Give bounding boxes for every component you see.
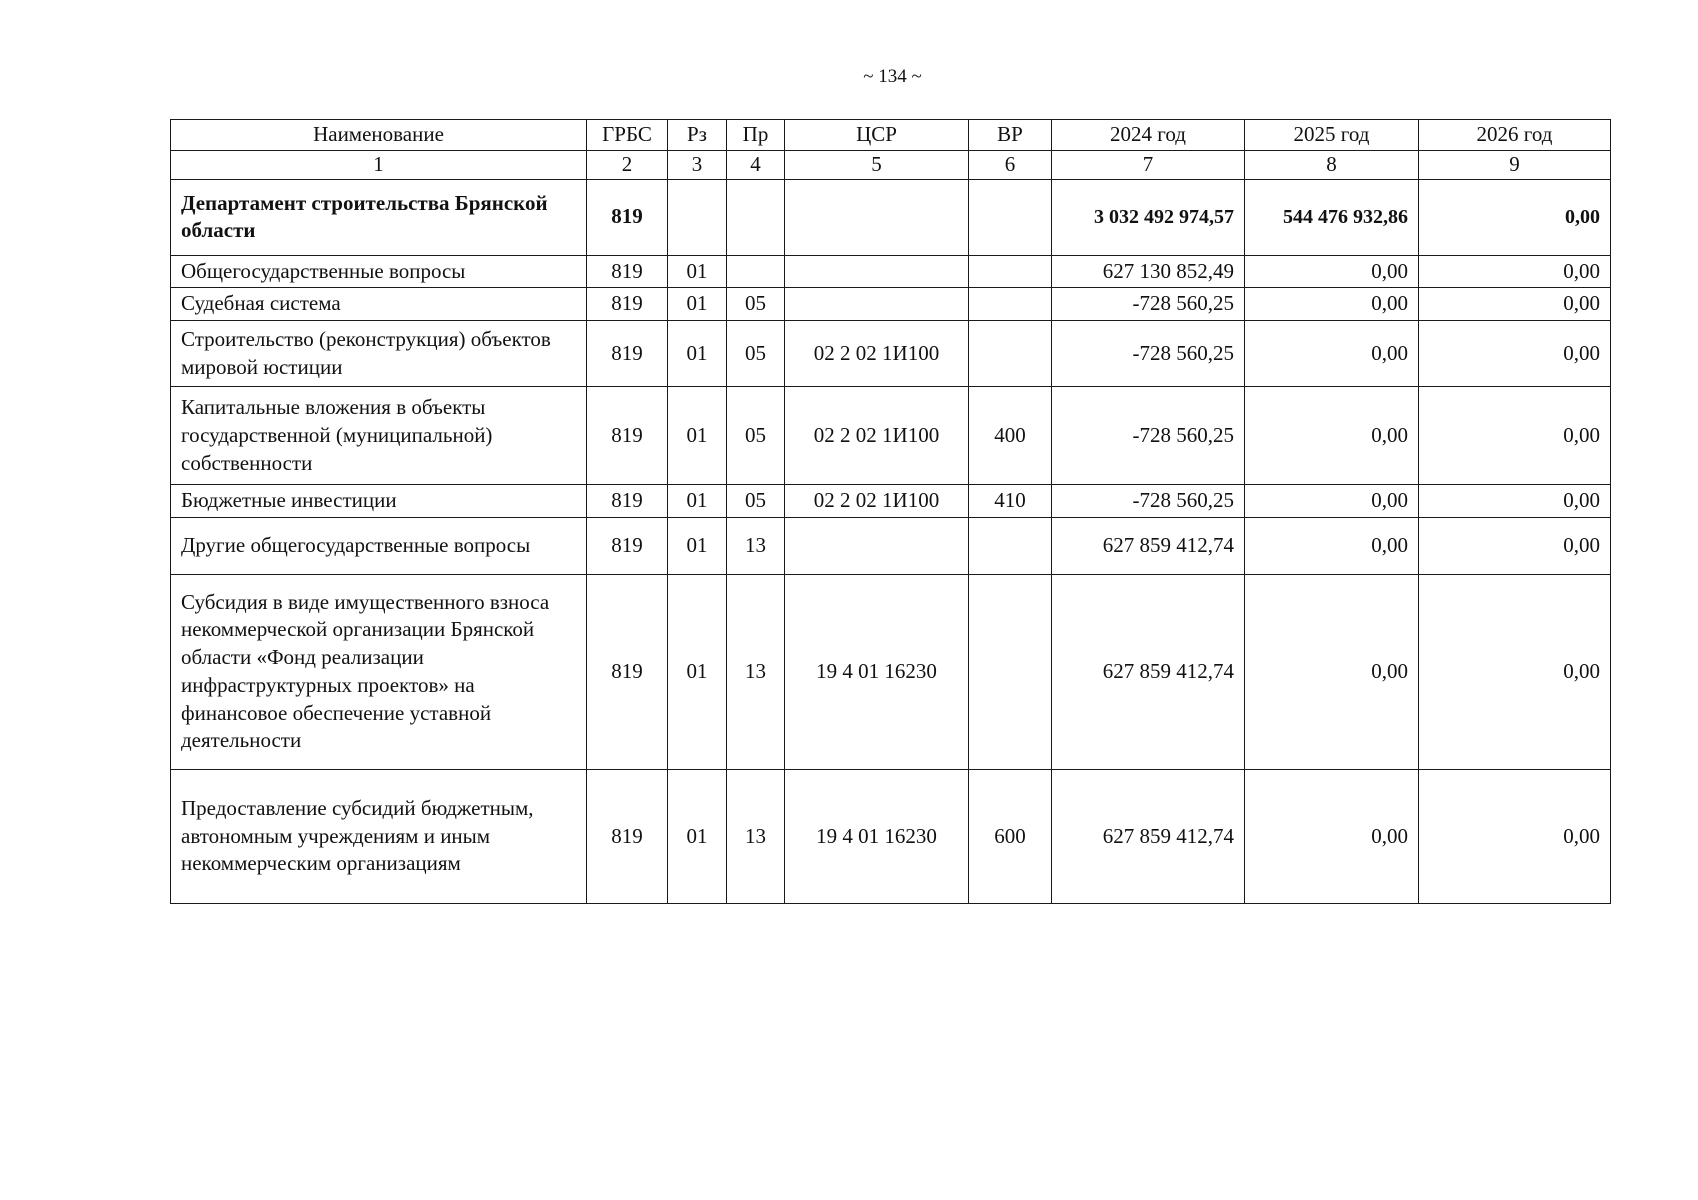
row-2024: 627 130 852,49 — [1052, 255, 1245, 288]
row-2024: 3 032 492 974,57 — [1052, 179, 1245, 255]
row-rz — [668, 179, 727, 255]
row-rz: 01 — [668, 321, 727, 387]
row-grbs: 819 — [587, 288, 668, 321]
row-csr: 02 2 02 1И100 — [785, 321, 969, 387]
row-2025: 0,00 — [1245, 255, 1419, 288]
row-2024: 627 859 412,74 — [1052, 574, 1245, 769]
row-pr: 05 — [727, 288, 785, 321]
row-2025: 0,00 — [1245, 387, 1419, 485]
row-2026: 0,00 — [1419, 288, 1611, 321]
row-csr: 19 4 01 16230 — [785, 769, 969, 903]
table-row — [171, 255, 1611, 288]
row-2025: 0,00 — [1245, 769, 1419, 903]
column-number: 3 — [668, 151, 727, 180]
row-2026: 0,00 — [1419, 387, 1611, 485]
row-rz: 01 — [668, 288, 727, 321]
table-row — [171, 517, 1611, 574]
header-name: Наименование — [171, 120, 587, 151]
column-number: 2 — [587, 151, 668, 180]
row-vr: 400 — [969, 387, 1052, 485]
table-row — [171, 387, 1611, 485]
column-number: 7 — [1052, 151, 1245, 180]
row-vr — [969, 288, 1052, 321]
table-row — [171, 179, 1611, 255]
row-pr: 05 — [727, 321, 785, 387]
header-2026: 2026 год — [1419, 120, 1611, 151]
row-name: Капитальные вложения в объекты государственной (муниципальной) собственности — [171, 387, 587, 485]
row-csr — [785, 517, 969, 574]
row-2026: 0,00 — [1419, 321, 1611, 387]
column-number: 6 — [969, 151, 1052, 180]
header-row — [171, 120, 1611, 151]
row-grbs: 819 — [587, 387, 668, 485]
row-csr — [785, 179, 969, 255]
row-2026: 0,00 — [1419, 517, 1611, 574]
row-csr: 19 4 01 16230 — [785, 574, 969, 769]
row-name: Другие общегосударственные вопросы — [171, 517, 587, 574]
table-row — [171, 321, 1611, 387]
header-pr: Пр — [727, 120, 785, 151]
row-grbs: 819 — [587, 485, 668, 518]
header-csr: ЦСР — [785, 120, 969, 151]
column-number: 4 — [727, 151, 785, 180]
header-2025: 2025 год — [1245, 120, 1419, 151]
header-2024: 2024 год — [1052, 120, 1245, 151]
table-row — [171, 574, 1611, 769]
row-grbs: 819 — [587, 255, 668, 288]
row-2025: 0,00 — [1245, 517, 1419, 574]
column-number: 5 — [785, 151, 969, 180]
row-name: Судебная система — [171, 288, 587, 321]
row-grbs: 819 — [587, 517, 668, 574]
row-2025: 0,00 — [1245, 485, 1419, 518]
row-name: Строительство (реконструкция) объектов мировой юстиции — [171, 321, 587, 387]
row-pr: 13 — [727, 517, 785, 574]
row-vr — [969, 574, 1052, 769]
row-grbs: 819 — [587, 321, 668, 387]
row-rz: 01 — [668, 769, 727, 903]
row-rz: 01 — [668, 387, 727, 485]
row-2025: 0,00 — [1245, 288, 1419, 321]
table-row — [171, 485, 1611, 518]
row-rz: 01 — [668, 255, 727, 288]
row-rz: 01 — [668, 485, 727, 518]
row-name: Предоставление субсидий бюджетным, автономным учреждениям и иным некоммерческим организациям — [171, 769, 587, 903]
row-2026: 0,00 — [1419, 255, 1611, 288]
row-pr — [727, 179, 785, 255]
table-row — [171, 288, 1611, 321]
header-rz: Рз — [668, 120, 727, 151]
row-vr — [969, 517, 1052, 574]
column-number: 1 — [171, 151, 587, 180]
row-vr — [969, 179, 1052, 255]
column-number-row — [171, 151, 1611, 180]
column-number: 9 — [1419, 151, 1611, 180]
column-number: 8 — [1245, 151, 1419, 180]
header-vr: ВР — [969, 120, 1052, 151]
row-2024: -728 560,25 — [1052, 288, 1245, 321]
row-csr: 02 2 02 1И100 — [785, 387, 969, 485]
row-name: Общегосударственные вопросы — [171, 255, 587, 288]
row-2024: 627 859 412,74 — [1052, 769, 1245, 903]
row-2024: 627 859 412,74 — [1052, 517, 1245, 574]
row-2024: -728 560,25 — [1052, 387, 1245, 485]
row-pr: 13 — [727, 574, 785, 769]
row-pr: 05 — [727, 387, 785, 485]
budget-table — [170, 119, 1611, 904]
row-2024: -728 560,25 — [1052, 485, 1245, 518]
row-vr: 600 — [969, 769, 1052, 903]
row-2026: 0,00 — [1419, 179, 1611, 255]
row-pr: 05 — [727, 485, 785, 518]
header-grbs: ГРБС — [587, 120, 668, 151]
row-2026: 0,00 — [1419, 769, 1611, 903]
row-grbs: 819 — [587, 179, 668, 255]
page-number: ~ 134 ~ — [863, 66, 922, 87]
row-pr — [727, 255, 785, 288]
row-rz: 01 — [668, 574, 727, 769]
row-pr: 13 — [727, 769, 785, 903]
row-name: Департамент строительства Брянской области — [171, 179, 587, 255]
row-csr — [785, 255, 969, 288]
row-2026: 0,00 — [1419, 485, 1611, 518]
row-2025: 544 476 932,86 — [1245, 179, 1419, 255]
row-name: Бюджетные инвестиции — [171, 485, 587, 518]
row-name: Субсидия в виде имущественного взноса некоммерческой организации Брянской области «Фонд реализации инфраструктурных проектов» на финансовое обеспечение уставной деятельности — [171, 574, 587, 769]
row-vr: 410 — [969, 485, 1052, 518]
row-csr — [785, 288, 969, 321]
row-2024: -728 560,25 — [1052, 321, 1245, 387]
table-row — [171, 769, 1611, 903]
row-grbs: 819 — [587, 574, 668, 769]
row-2025: 0,00 — [1245, 321, 1419, 387]
row-2025: 0,00 — [1245, 574, 1419, 769]
row-rz: 01 — [668, 517, 727, 574]
row-vr — [969, 321, 1052, 387]
row-2026: 0,00 — [1419, 574, 1611, 769]
row-grbs: 819 — [587, 769, 668, 903]
row-vr — [969, 255, 1052, 288]
row-csr: 02 2 02 1И100 — [785, 485, 969, 518]
